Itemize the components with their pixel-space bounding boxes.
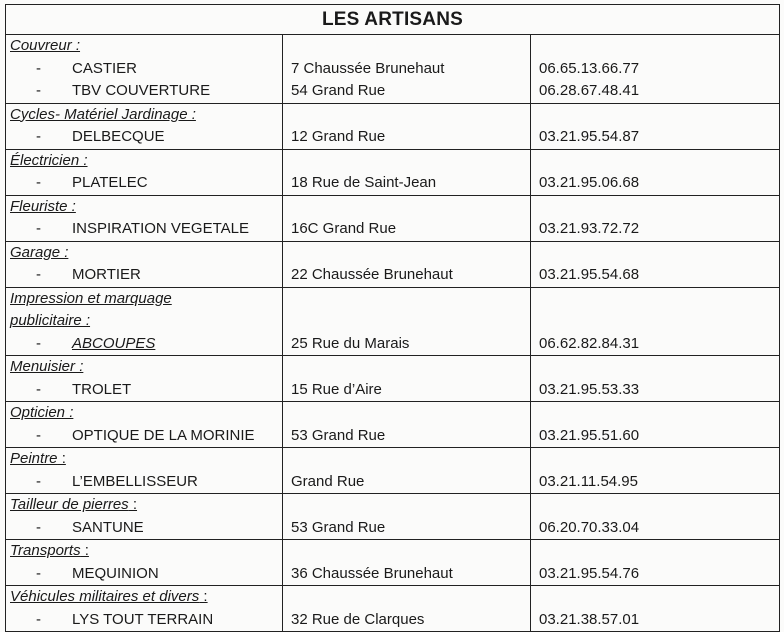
artisan-phone: 03.21.95.06.68 <box>539 174 640 191</box>
category-label: Cycles- Matériel Jardinage : <box>10 105 196 123</box>
artisan-name: - INSPIRATION VEGETALE <box>36 220 249 237</box>
artisan-phone: 03.21.95.51.60 <box>539 426 640 444</box>
artisan-name: - MORTIER <box>36 266 141 283</box>
artisan-address: 25 Rue du Marais <box>291 334 410 352</box>
section-fleuriste <box>6 195 780 241</box>
artisan-name: - MEQUINION <box>36 564 159 582</box>
artisans-table <box>5 4 780 632</box>
artisan-address: 16C Grand Rue <box>291 220 397 237</box>
artisan-name: - L’EMBELLISSEUR <box>36 472 198 490</box>
artisan-name: - TBV COUVERTURE <box>36 82 211 99</box>
artisan-phone: 03.21.93.72.72 <box>539 220 640 237</box>
category-label: Peintre : <box>10 450 66 467</box>
section-garage <box>6 241 780 287</box>
category-label: Transports : <box>10 542 89 559</box>
artisan-phone: 06.62.82.84.31 <box>539 334 640 352</box>
category-label: Électricien : <box>10 151 88 169</box>
category-label: Fleuriste : <box>10 197 76 215</box>
section-cycles <box>6 103 780 149</box>
artisan-phone: 03.21.11.54.95 <box>539 472 638 490</box>
section-transports <box>6 540 780 586</box>
artisan-name: - TROLET <box>36 380 132 398</box>
artisan-address: 7 Chaussée Brunehaut <box>291 59 445 77</box>
category-label: Couvreur : <box>10 37 81 54</box>
category-label: Véhicules militaires et divers : <box>10 588 208 605</box>
section-vehicules <box>6 586 780 632</box>
section-impression <box>6 287 780 356</box>
category-label: Tailleur de pierres : <box>10 496 138 513</box>
category-label: Garage : <box>10 243 69 261</box>
artisan-phone: 03.21.95.54.76 <box>539 564 640 582</box>
artisan-name: - SANTUNE <box>36 518 144 536</box>
category-label: Menuisier : <box>10 358 84 375</box>
section-tailleur <box>6 494 780 540</box>
category-label: publicitaire : <box>10 312 91 329</box>
section-peintre <box>6 448 780 494</box>
artisan-address: 12 Grand Rue <box>291 128 386 145</box>
artisan-address: 36 Chaussée Brunehaut <box>291 564 453 582</box>
artisan-phone: 03.21.95.54.68 <box>539 266 640 283</box>
artisan-phone: 03.21.95.54.87 <box>539 128 640 145</box>
section-electricien <box>6 149 780 195</box>
section-couvreur <box>6 35 780 104</box>
artisan-phone: 03.21.38.57.01 <box>539 610 640 628</box>
artisan-address: 15 Rue d’Aire <box>291 380 382 398</box>
artisan-phone: 06.65.13.66.77 <box>539 59 640 77</box>
artisan-name: - LYS TOUT TERRAIN <box>36 610 214 628</box>
artisan-name: - CASTIER <box>36 59 138 77</box>
artisan-name: - ABCOUPES <box>36 334 156 352</box>
section-menuisier <box>6 356 780 402</box>
artisan-address: 53 Grand Rue <box>291 426 386 444</box>
table-title: LES ARTISANS <box>6 5 780 35</box>
artisan-name: - PLATELEC <box>36 174 148 191</box>
artisan-address: 32 Rue de Clarques <box>291 610 425 628</box>
section-opticien <box>6 402 780 448</box>
artisan-address: Grand Rue <box>291 472 365 490</box>
artisan-address: 53 Grand Rue <box>291 518 386 536</box>
artisan-address: 22 Chaussée Brunehaut <box>291 266 453 283</box>
artisan-name: - DELBECQUE <box>36 128 165 145</box>
artisan-phone: 06.28.67.48.41 <box>539 82 640 99</box>
artisan-phone: 03.21.95.53.33 <box>539 380 640 398</box>
artisan-name: - OPTIQUE DE LA MORINIE <box>36 426 255 444</box>
category-label: Impression et marquage <box>10 289 172 307</box>
artisan-phone: 06.20.70.33.04 <box>539 518 640 536</box>
artisan-address: 18 Rue de Saint-Jean <box>291 174 437 191</box>
artisan-address: 54 Grand Rue <box>291 82 386 99</box>
category-label: Opticien : <box>10 404 74 421</box>
